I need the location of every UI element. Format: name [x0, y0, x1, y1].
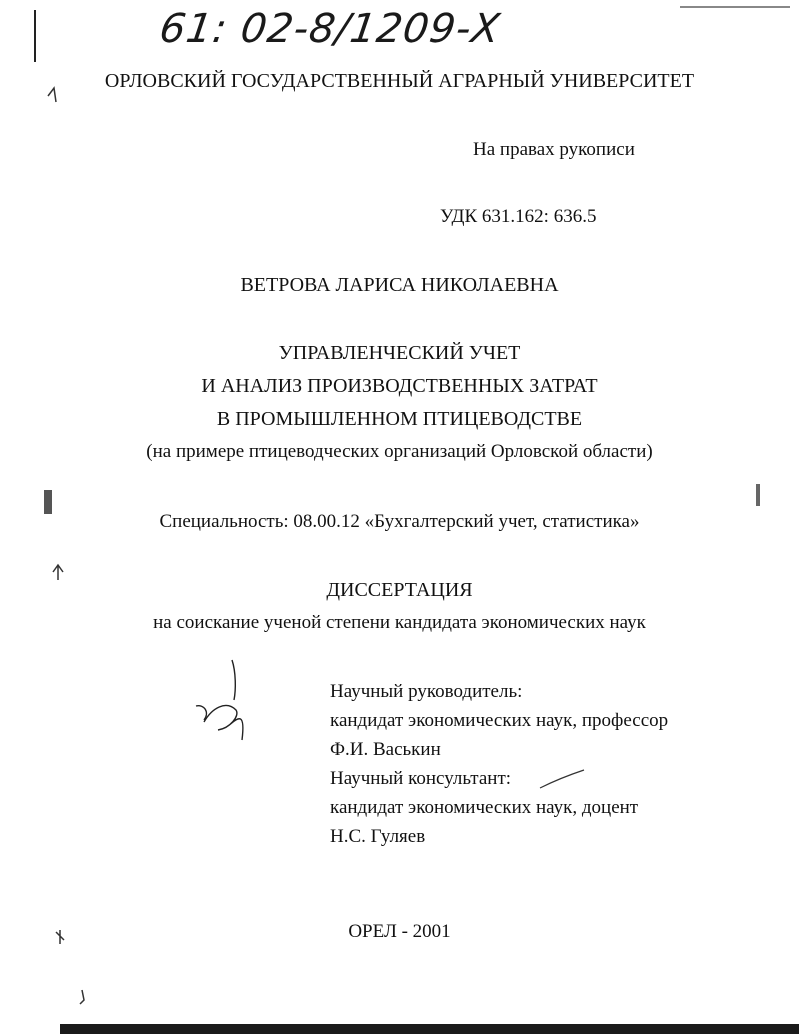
consultant-label: Научный консультант:	[330, 768, 512, 789]
specialty: Специальность: 08.00.12 «Бухгалтерский учет, статистика»	[159, 511, 640, 532]
title-line-3: В ПРОМЫШЛЕННОМ ПТИЦЕВОДСТВЕ	[216, 408, 583, 430]
supervisor-label: Научный руководитель:	[330, 681, 523, 702]
title-line-2: И АНАЛИЗ ПРОИЗВОДСТВЕННЫХ ЗАТРАТ	[201, 375, 598, 397]
scan-top-line	[680, 6, 790, 8]
scan-speck-right	[756, 484, 760, 506]
university-name: ОРЛОВСКИЙ ГОСУДАРСТВЕННЫЙ АГРАРНЫЙ УНИВЕРСИТЕТ	[104, 70, 695, 92]
scan-bottom-bar	[60, 1024, 799, 1034]
degree: на соискание ученой степени кандидата экономических наук	[153, 612, 646, 633]
title-line-1: УПРАВЛЕНЧЕСКИЙ УЧЕТ	[278, 342, 521, 364]
scan-margin-line	[34, 10, 36, 62]
rights-note: На правах рукописи	[473, 139, 635, 160]
supervisor-name: Ф.И. Васькин	[330, 739, 441, 760]
place-year: ОРЕЛ - 2001	[348, 921, 451, 942]
supervisor-signature	[196, 660, 243, 740]
supervisor-title: кандидат экономических наук, профессор	[330, 710, 669, 731]
left-margin-marks	[48, 88, 84, 1004]
consultant-title: кандидат экономических наук, доцент	[330, 797, 639, 818]
document-type: ДИССЕРТАЦИЯ	[326, 579, 473, 601]
author-name: ВЕТРОВА ЛАРИСА НИКОЛАЕВНА	[240, 274, 559, 296]
archive-number-handwritten: 61: 02-8/1209-Х	[156, 6, 504, 52]
consultant-signature	[540, 770, 584, 788]
consultant-name: Н.С. Гуляев	[330, 826, 426, 847]
udk-code: УДК 631.162: 636.5	[440, 206, 597, 227]
title-subtitle: (на примере птицеводческих организаций Орловской области)	[146, 441, 653, 462]
